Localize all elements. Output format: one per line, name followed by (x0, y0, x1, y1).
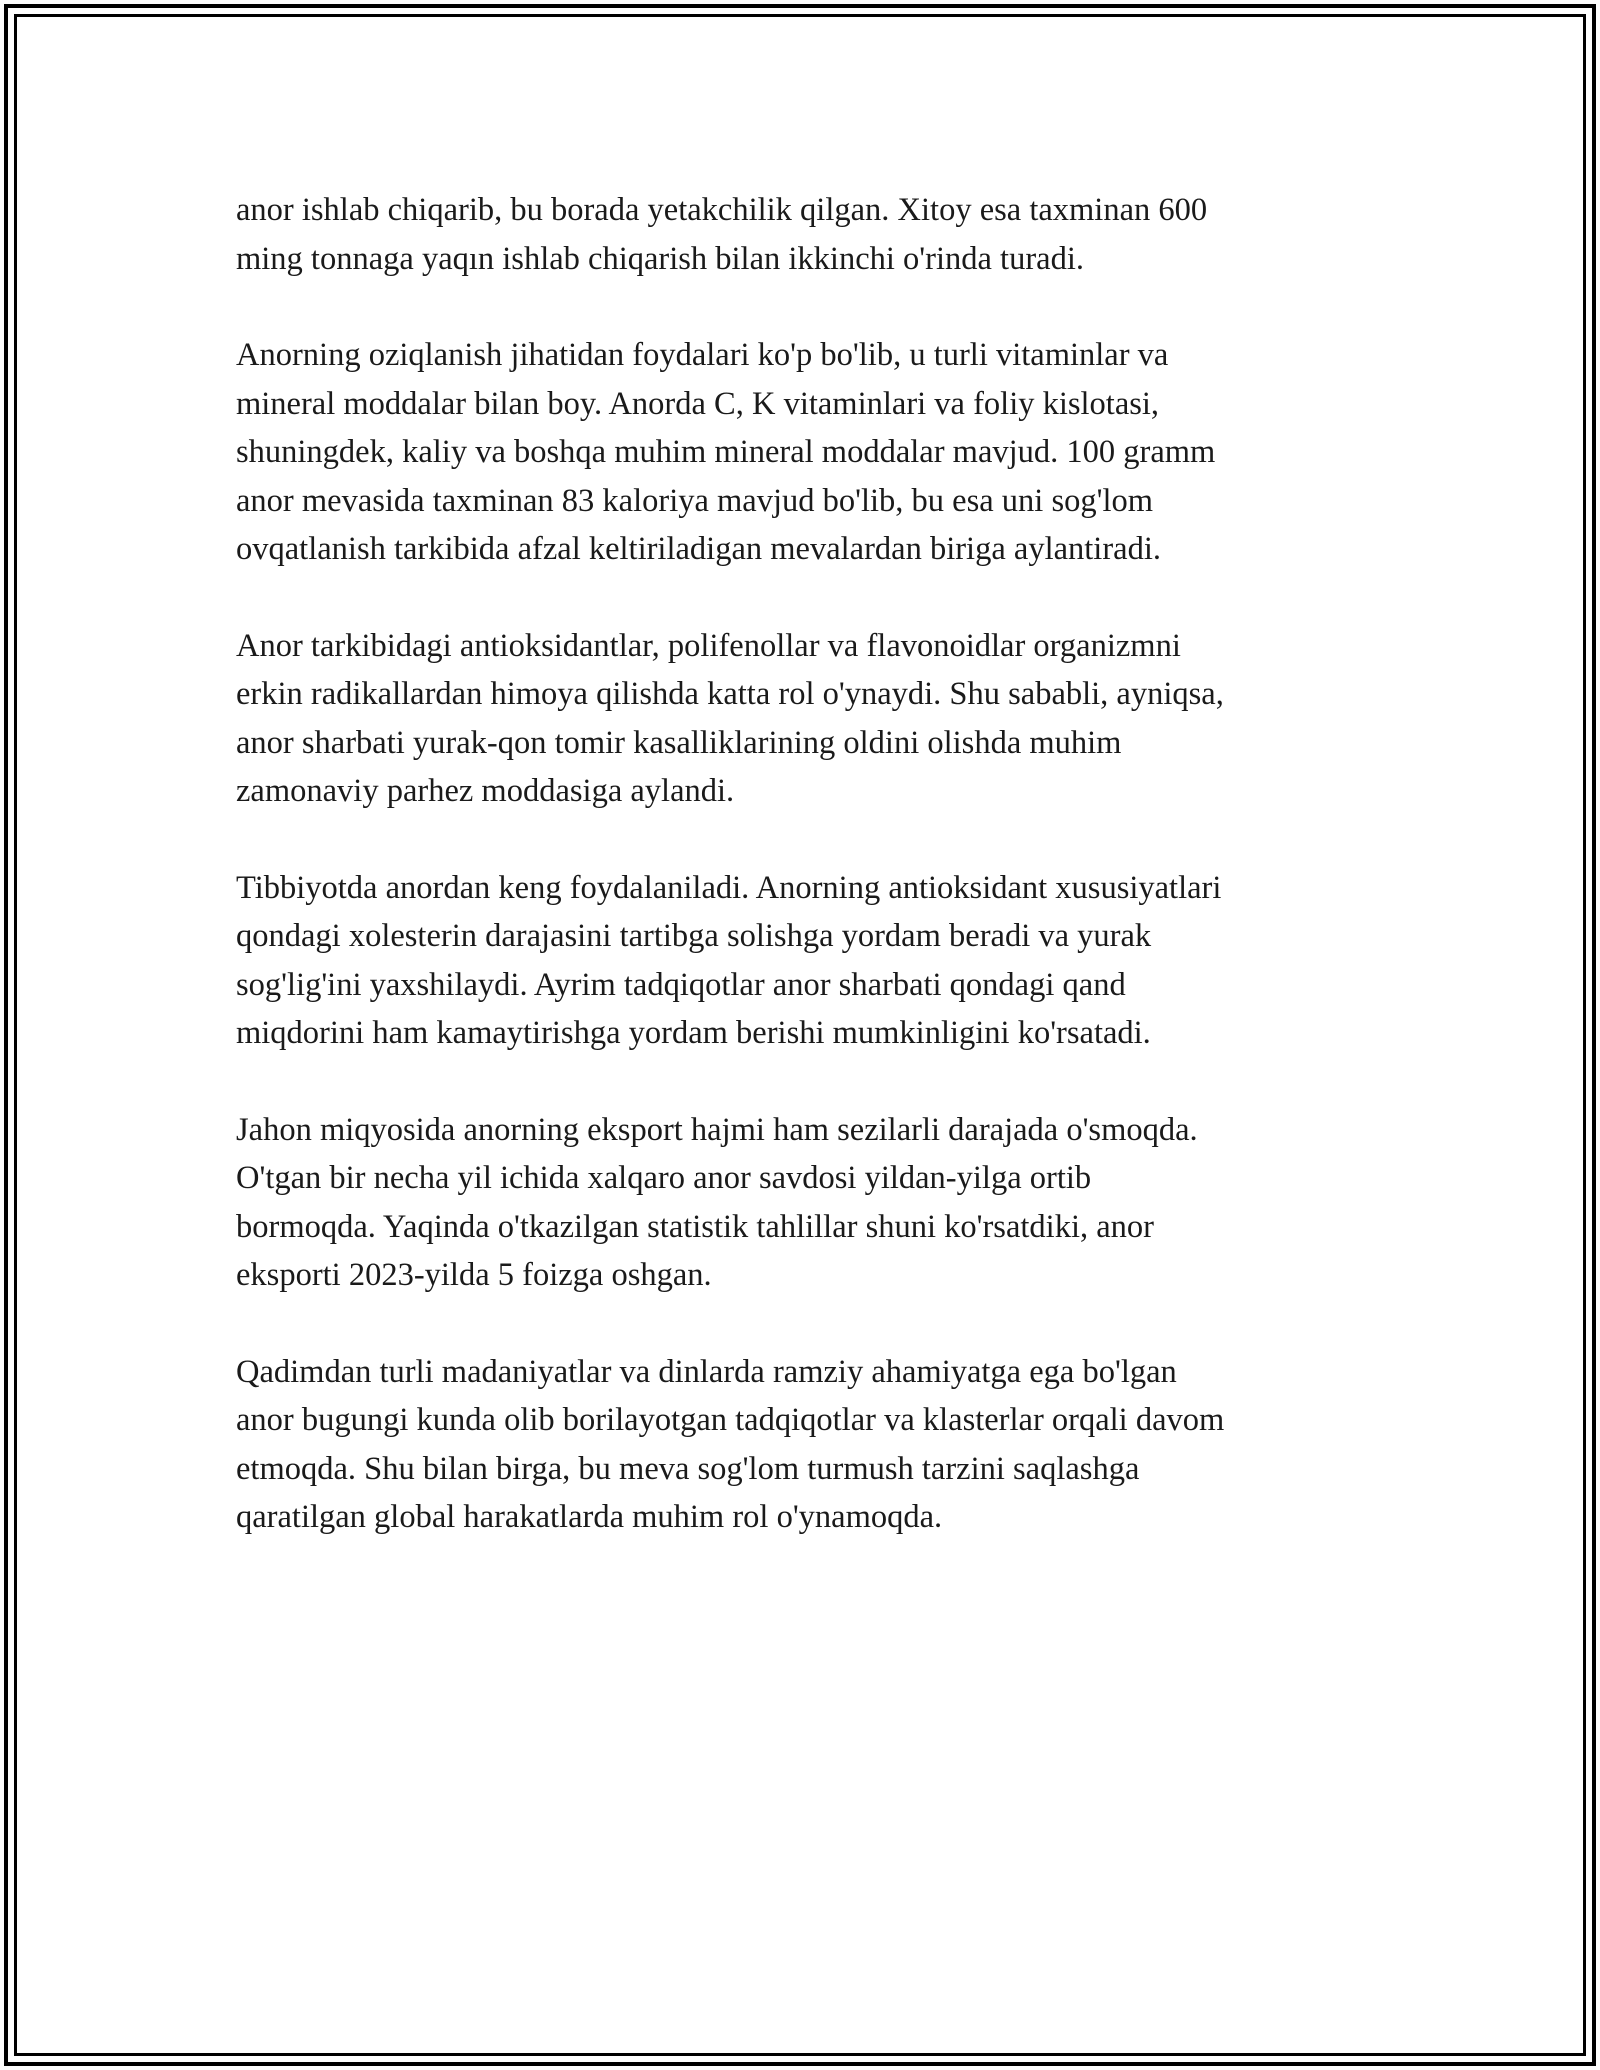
text-line: mineral moddalar bilan boy. Anorda C, K vitaminlari va foliy kislotasi, (236, 385, 1160, 422)
text-line: anor mevasida taxminan 83 kaloriya mavjud bo'lib, bu esa uni sog'lom (236, 482, 1154, 519)
paragraph-medicine (236, 864, 1366, 1058)
text-line: sog'lig'ini yaxshilaydi. Ayrim tadqiqotlar anor sharbati qondagi qand (236, 966, 1126, 1003)
text-line: qaratilgan global harakatlarda muhim rol o'ynamoqda. (236, 1499, 943, 1535)
text-line: bormoqda. Yaqinda o'tkazilgan statistik tahlillar shuni ko'rsatdiki, anor (236, 1208, 1154, 1245)
paragraph-export (236, 1106, 1366, 1300)
text-line: shuningdek, kaliy va boshqa muhim mineral moddalar mavjud. 100 gramm (236, 434, 1216, 470)
text-line: zamonaviy parhez moddasiga aylandi. (236, 773, 735, 809)
text-line: O'tgan bir necha yil ichida xalqaro anor savdosi yildan-yilga ortib (236, 1160, 1092, 1196)
text-line: erkin radikallardan himoya qilishda katta rol o'ynaydi. Shu sababli, ayniqsa, (236, 676, 1224, 712)
paragraph-culture (236, 1348, 1366, 1542)
text-line: ovqatlanish tarkibida afzal keltiriladigan mevalardan biriga aylantiradi. (236, 531, 1161, 567)
paragraph-antioxidants (236, 622, 1366, 816)
text-line: Tibbiyotda anordan keng foydalaniladi. Anorning antioksidant xususiyatlari (236, 869, 1222, 906)
paragraph-nutrition (236, 331, 1366, 574)
text-line: ming tonnaga yaqın ishlab chiqarish bilan ikkinchi o'rinda turadi. (236, 240, 1084, 277)
text-line: Qadimdan turli madaniyatlar va dinlarda ramziy ahamiyatga ega bo'lgan (236, 1353, 1177, 1390)
document-body (236, 186, 1366, 1590)
text-line: Jahon miqyosida anorning eksport hajmi ham sezilarli darajada o'smoqda. (236, 1111, 1198, 1148)
text-line: Anor tarkibidagi antioksidantlar, polifenollar va flavonoidlar organizmni (236, 627, 1181, 664)
text-line: eksporti 2023-yilda 5 foizga oshgan. (236, 1257, 712, 1293)
text-line: anor ishlab chiqarib, bu borada yetakchilik qilgan. Xitoy esa taxminan 600 (236, 192, 1208, 228)
text-line: anor bugungi kunda olib borilayotgan tadqiqotlar va klasterlar orqali davom (236, 1402, 1225, 1438)
text-line: miqdorini ham kamaytirishga yordam berishi mumkinligini ko'rsatadi. (236, 1015, 1151, 1051)
text-line: Anorning oziqlanish jihatidan foydalari ko'p bo'lib, u turli vitaminlar va (236, 337, 1169, 373)
text-line: qondagi xolesterin darajasini tartibga solishga yordam beradi va yurak (236, 918, 1152, 954)
text-line: etmoqda. Shu bilan birga, bu meva sog'lom turmush tarzini saqlashga (236, 1450, 1140, 1487)
paragraph-production (236, 186, 1366, 283)
text-line: anor sharbati yurak-qon tomir kasalliklarining oldini olishda muhim (236, 724, 1122, 761)
